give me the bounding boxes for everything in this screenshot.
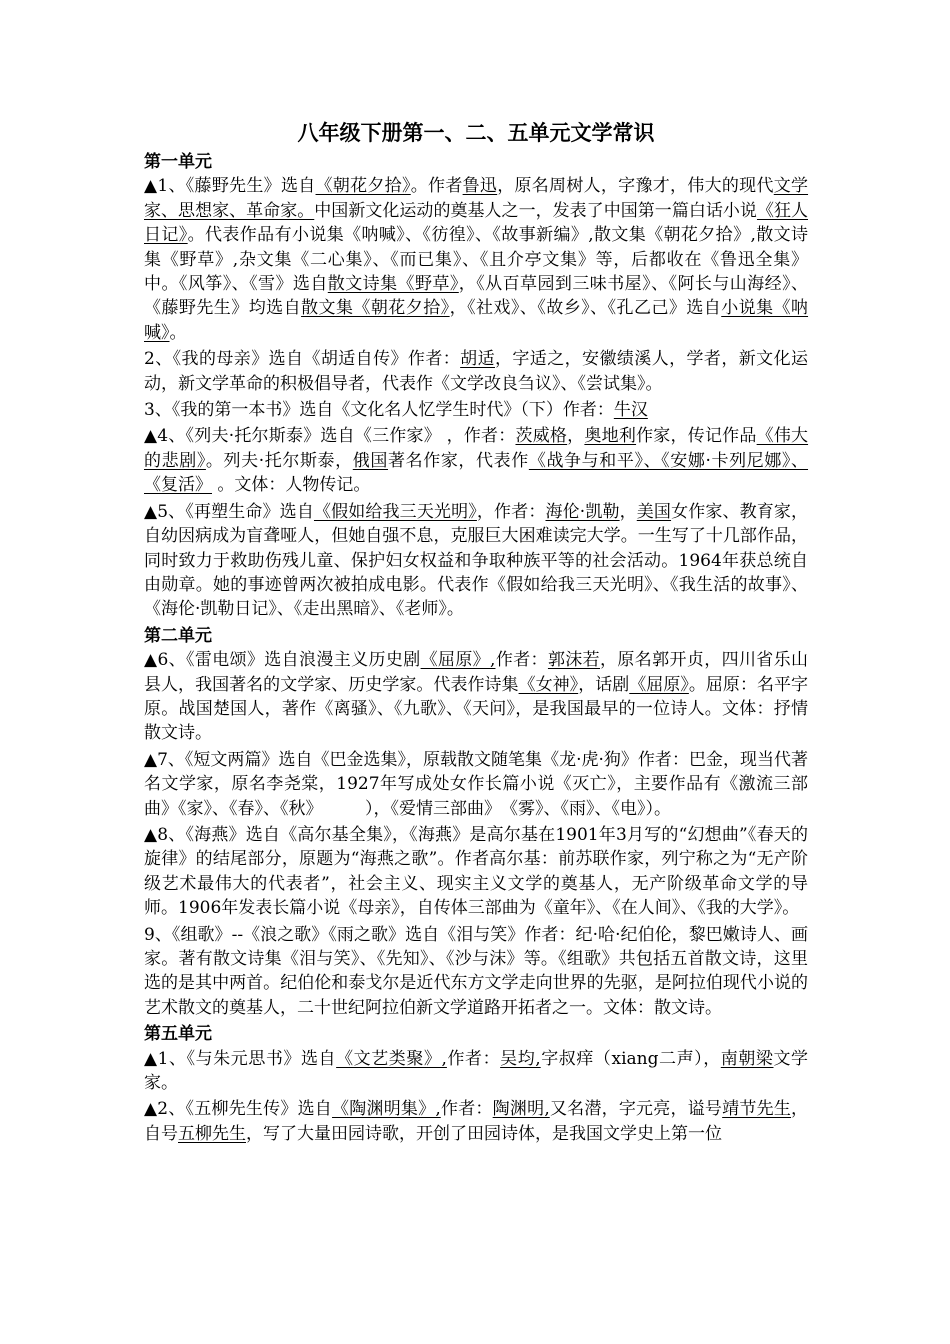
underlined-key-term: 鲁迅	[462, 176, 498, 197]
text-segment: ▲4、《列夫·托尔斯泰》选自《三作家》 ，作者：	[144, 426, 516, 447]
underlined-key-term: 吴均,	[500, 1048, 541, 1069]
text-segment: 作者：	[440, 1099, 493, 1120]
underlined-key-term: 《屈原》,	[420, 650, 496, 671]
underlined-key-term: 茨威格	[515, 426, 568, 447]
unit-heading: 第二单元	[144, 625, 212, 646]
text-segment: 文学家。	[144, 1048, 809, 1094]
text-segment: ▲7、《短文两篇》选自《巴金选集》，原载散文随笔集《龙·虎·狗》作者：巴金，现当代著名文学家，原名李尧棠，1927年写成处女作长篇小说《灭亡》，主要作品有《激流三部曲》《家》、《春》、《秋》 ），《爱情三部曲》 《雾》、《雨》、《电》）。	[144, 749, 808, 819]
text-segment: ，《从百草园到三味书屋》、《阿长与山海经》、《藤野先生》均选自	[144, 274, 809, 319]
text-segment: ，字适之，安徽绩溪人，学者，新文化运动，新文学革命的积极倡导者，代表作《文学改良刍议》、《尝试集》。	[144, 349, 808, 394]
text-segment: 作者：	[495, 650, 548, 671]
literature-note-paragraph	[144, 823, 808, 921]
text-segment: 。代表作品有小说集《呐喊》、《彷徨》、《故事新编》,散文集《朝花夕拾》,散文诗集《野草》,杂文集《二心集》、《而已集》、《且介亭文集》等，后都收在《鲁迅全集》中。《风筝》、《雪》选自	[144, 225, 809, 295]
underlined-key-term: 《伟大的悲剧》	[144, 426, 809, 471]
text-segment: ▲1、《与朱元思书》选自	[144, 1048, 337, 1069]
literature-note-paragraph	[144, 1097, 808, 1146]
text-segment: ▲1、《藤野先生》选自	[144, 176, 316, 197]
underlined-key-term: 《假如给我三天光明》	[313, 501, 477, 522]
text-segment: 。屈原：名平字原。战国楚国人，著作《离骚》、《九歌》、《天问》，是我国最早的一位诗人。文体：抒情散文诗。	[144, 674, 809, 744]
text-segment: ，话剧	[578, 674, 630, 695]
text-segment: 作家，传记作品	[636, 426, 757, 447]
text-segment: 中国新文化运动的奠基人之一，发表了中国第一篇白话小说	[314, 200, 757, 221]
underlined-key-term: 靖节先生	[722, 1099, 792, 1120]
text-segment: ，	[567, 426, 585, 447]
text-segment: ▲5、《再塑生命》选自	[144, 501, 314, 522]
literature-note-paragraph	[144, 748, 808, 821]
underlined-key-term: 《朝花夕拾》	[315, 176, 411, 197]
text-segment: ，	[619, 501, 637, 522]
text-segment: 2、《我的母亲》选自《胡适自传》作者：	[144, 349, 461, 370]
underlined-key-term: 美国	[636, 501, 672, 522]
underlined-key-term: 散文诗集《野草》	[327, 274, 459, 295]
underlined-key-term: 陶渊明,	[492, 1099, 550, 1120]
text-segment: ，自号	[144, 1099, 809, 1144]
text-segment: 。作者	[410, 176, 463, 197]
text-segment: ，写了大量田园诗歌，开创了田园诗体，是我国文学史上第一位	[246, 1123, 722, 1144]
text-segment: ，作者：	[476, 501, 546, 522]
underlined-key-term: 胡适	[460, 349, 495, 370]
document-title: 八年级下册第一、二、五单元文学常识	[297, 121, 655, 145]
literature-note-paragraph	[144, 174, 808, 345]
underlined-key-term: 《屈原》	[629, 674, 689, 695]
underlined-key-term: 文学家、思想家、革命家。	[144, 176, 809, 221]
text-segment: ，《社戏》、《故乡》、《孔乙己》选自	[449, 298, 722, 319]
underlined-key-term: 散文集《朝花夕拾》	[301, 298, 450, 319]
literature-note-paragraph	[144, 398, 808, 422]
text-segment: 著名作家，代表作	[388, 450, 529, 471]
text-segment: ▲8、《海燕》选自《高尔基全集》，《海燕》是高尔基在1901年3月写的“幻想曲”《春天的旋律》的结尾部分，原题为“海燕之歌”。作者高尔基：前苏联作家，列宁称之为“无产阶级艺术最伟大的代表者”，社会主义、现实主义文学的奠基人，无产阶级革命文学的导师。1906年发表长篇小说《母亲》，自传体三部曲为《童年》、《在人间》、《我的大学》。	[144, 824, 808, 919]
underlined-key-term: 小说集《呐喊》	[144, 298, 809, 343]
text-segment: 女作家、教育家，自幼因病成为盲聋哑人，但她自强不息，克服巨大困难读完大学。一生写了十几部作品，同时致力于救助伤残儿童、保护妇女权益和争取种族平等的社会活动。1964年获总统自由勋章。她的事迹曾两次被拍成电影。代表作《假如给我三天光明》、《我生活的故事》、《海伦·凯勒日记》、《走出黑暗》、《老师》。	[144, 501, 809, 620]
underlined-key-term: 南朝梁	[720, 1048, 774, 1069]
underlined-key-term: 《女神》	[518, 674, 579, 695]
underlined-key-term: 郭沫若	[547, 650, 601, 671]
text-segment: 3、《我的第一本书》选自《文化名人忆学生时代》（下）作者：	[144, 400, 614, 421]
literature-note-paragraph	[144, 923, 808, 1021]
unit-heading: 第一单元	[144, 152, 212, 172]
underlined-key-term: 五柳先生	[178, 1123, 246, 1144]
text-segment: 9、《组歌》--《浪之歌》《雨之歌》选自《泪与笑》作者：纪·哈·纪伯伦，黎巴嫩诗人、画家。著有散文诗集《泪与笑》、《先知》、《沙与沫》等。《组歌》共包括五首散文诗，这里选的是其中两首。纪伯伦和泰戈尔是近代东方文学走向世界的先驱，是阿拉伯现代小说的艺术散文的奠基人，二十世纪阿拉伯新文学道路开拓者之一。文体：散文诗。	[144, 924, 808, 1018]
text-segment: 字叔痒（xiang二声），	[540, 1048, 721, 1069]
literature-note-paragraph	[144, 1047, 808, 1096]
underlined-key-term: 牛汉	[613, 400, 648, 421]
underlined-key-term: 俄国	[352, 450, 388, 471]
literature-note-paragraph	[144, 648, 808, 746]
underlined-key-term: 《陶渊明集》,	[332, 1099, 441, 1120]
unit-heading: 第五单元	[144, 1024, 212, 1045]
underlined-key-term: 海伦·凯勒	[545, 501, 620, 522]
underlined-key-term: 《狂人日记》	[144, 200, 809, 246]
literature-note-paragraph	[144, 424, 808, 497]
literature-note-paragraph	[144, 500, 808, 622]
text-segment: ▲6、《雷电颂》选自浪漫主义历史剧	[144, 650, 421, 671]
text-segment: 作者：	[446, 1048, 501, 1069]
text-segment: 。文体：人物传记。	[212, 475, 371, 496]
text-segment: ▲2、《五柳先生传》选自	[144, 1099, 333, 1120]
document-page	[144, 118, 808, 1148]
text-segment: 。列夫·托尔斯泰，	[205, 450, 353, 471]
underlined-key-term: 《文艺类聚》,	[336, 1048, 447, 1069]
underlined-key-term: 《战争与和平》、《安娜·卡列尼娜》、《复活》	[144, 450, 809, 496]
text-segment: 。	[169, 322, 187, 343]
literature-note-paragraph	[144, 347, 808, 396]
units-container	[144, 150, 808, 1146]
underlined-key-term: 奥地利	[584, 426, 637, 447]
text-segment: ，原名郭开贞，四川省乐山县人，我国著名的文学家、历史学家。代表作诗集	[144, 650, 809, 695]
text-segment: ，原名周树人，字豫才，伟大的现代	[497, 176, 774, 197]
text-segment: 又名潜，字元亮，谥号	[549, 1099, 723, 1120]
